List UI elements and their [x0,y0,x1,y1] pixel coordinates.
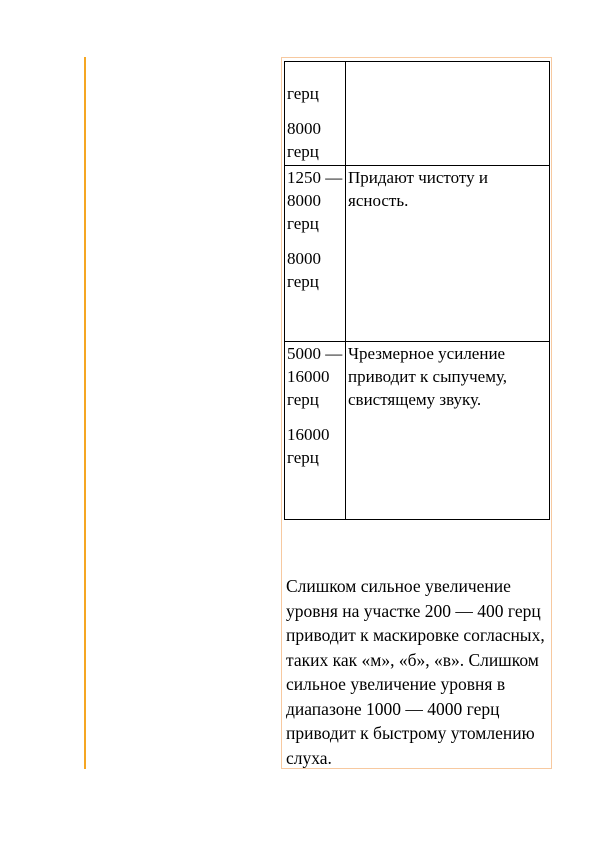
frequency-range-text: герц [287,84,319,103]
frequency-range-text: 5000 — 16000 герц [287,344,343,409]
frequency-range-text: 1250 — 8000 герц [287,168,343,233]
table-row [285,166,550,342]
frequency-range-cell [285,342,346,520]
table-row [285,342,550,520]
table-row [285,62,550,166]
frequency-range-text: 16000 герц [287,425,330,467]
frequency-range-text: 8000 герц [287,119,321,161]
frequency-range-text: 8000 герц [287,249,321,291]
frequency-table [284,61,550,520]
description-cell: Придают чистоту и ясность. [346,166,550,342]
description-cell [346,62,550,166]
note-paragraph: Слишком сильное увеличение уровня на участке 200 — 400 герц приводит к маскировке согласных, таких как «м», «б», «в». Слишком сильное увеличение уровня в диапазоне 1000 — 4000 герц приводит к быстрому утомлению слуха. [286,576,545,768]
frequency-range-cell [285,62,346,166]
description-cell: Чрезмерное усиление приводит к сыпучему, свистящему звуку. [346,342,550,520]
frequency-range-cell [285,166,346,342]
margin-rule [84,57,86,769]
